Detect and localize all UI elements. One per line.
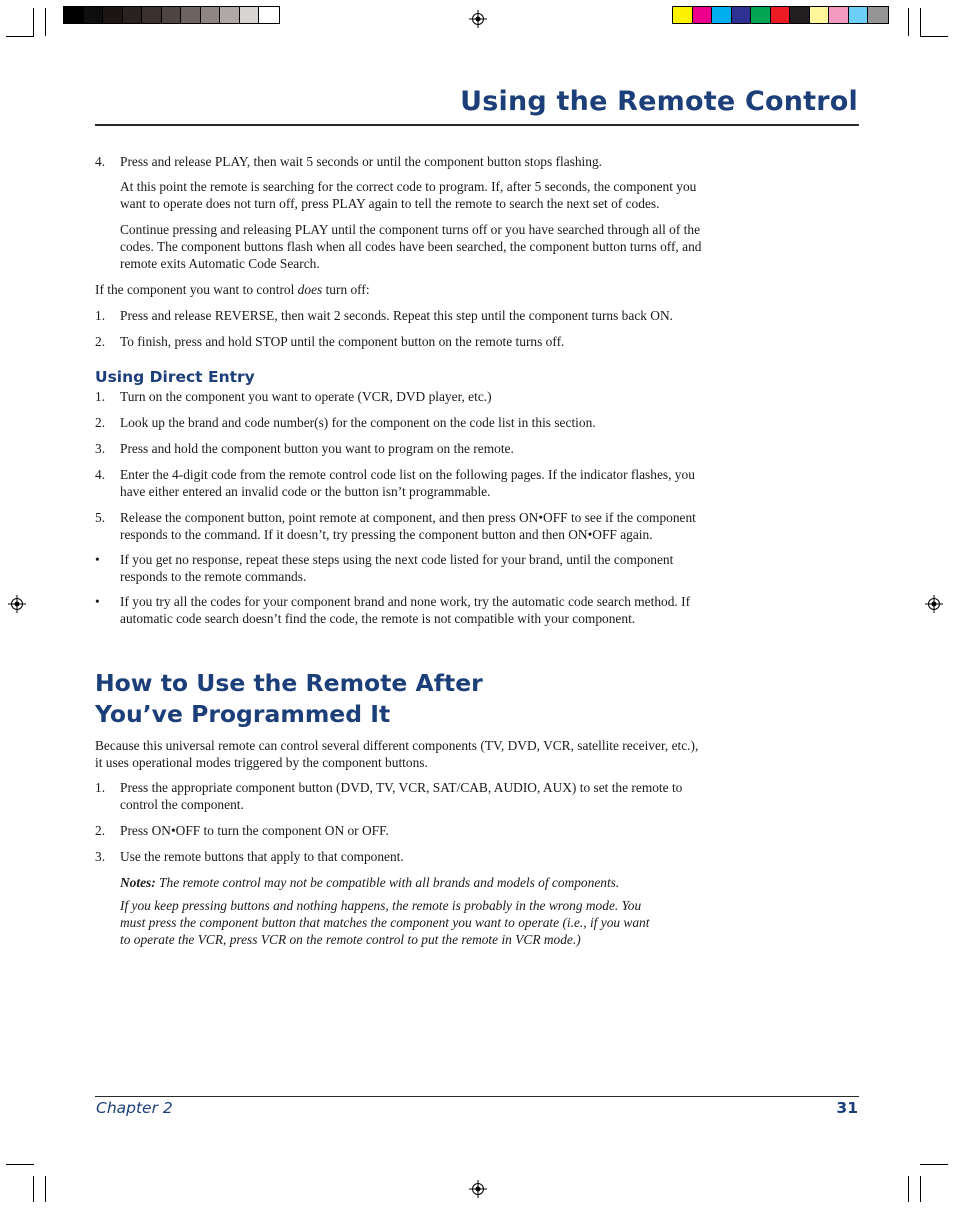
color-swatch (790, 7, 810, 23)
color-swatch (64, 7, 84, 23)
crop-mark (45, 1176, 46, 1202)
list-item: 5. Release the component button, point remote at component, and then press ON•OFF to see if the component responds to the command. If it doesn’t, try pressing the component button and then ON•OFF again. (95, 510, 696, 542)
list-number: 4. (95, 154, 106, 169)
color-swatch-bar (672, 6, 889, 24)
bullet-item: • If you try all the codes for your component brand and none work, try the automatic code search method. If automatic code search doesn’t find the code, the remote is not compatible with your component. (95, 594, 691, 626)
chapter-label: Chapter 2 (96, 1099, 173, 1117)
notes-label: Notes: (120, 875, 156, 890)
bullet-item: • If you get no response, repeat these steps using the next code listed for your brand, until the component responds to the remote commands. (95, 552, 674, 584)
condition-paragraph: If the component you want to control does turn off: (95, 282, 370, 297)
color-swatch (84, 7, 104, 23)
grayscale-swatch-bar (63, 6, 280, 24)
crop-mark (908, 8, 909, 36)
crop-mark (920, 1176, 921, 1202)
registration-mark-icon (8, 595, 26, 613)
color-swatch (162, 7, 182, 23)
crop-mark (6, 1164, 34, 1165)
paragraph: At this point the remote is searching for the correct code to program. If, after 5 seconds, the component you want to operate does not turn off, press PLAY again to tell the remote to search the next set of codes. (120, 179, 697, 211)
registration-mark-icon (469, 10, 487, 28)
list-item: 1. Press and release REVERSE, then wait 2 seconds. Repeat this step until the component turns back ON. (95, 308, 673, 323)
color-swatch (220, 7, 240, 23)
crop-mark (920, 36, 948, 37)
color-swatch (751, 7, 771, 23)
color-swatch (712, 7, 732, 23)
section-heading-after-programmed: How to Use the Remote After You’ve Programmed It (95, 669, 483, 728)
crop-mark (6, 36, 34, 37)
color-swatch (259, 7, 279, 23)
crop-mark (33, 8, 34, 36)
color-swatch (810, 7, 830, 23)
list-text: Press and release PLAY, then wait 5 seconds or until the component button stops flashing. (120, 154, 603, 169)
crop-mark (33, 1176, 34, 1202)
list-item: 2. Press ON•OFF to turn the component ON or OFF. (95, 823, 389, 838)
crop-mark (908, 1176, 909, 1202)
crop-mark (920, 8, 921, 36)
crop-mark (45, 8, 46, 36)
list-item: 2. Look up the brand and code number(s) for the component on the code list in this section. (95, 415, 596, 430)
color-swatch (181, 7, 201, 23)
page-number: 31 (836, 1099, 858, 1117)
color-swatch (103, 7, 123, 23)
color-swatch (868, 7, 888, 23)
note-paragraph: If you keep pressing buttons and nothing happens, the remote is probably in the wrong mode. You must press the component button that matches the component you want to operate (i.e., if you want to operate the VCR, press VCR on the remote control to put the remote in VCR mode.) (120, 898, 650, 947)
color-swatch (123, 7, 143, 23)
color-swatch (849, 7, 869, 23)
list-item: 4. Enter the 4-digit code from the remote control code list on the following pages. If the indicator flashes, you have either entered an invalid code or the button isn’t programmable. (95, 467, 695, 499)
color-swatch (829, 7, 849, 23)
color-swatch (771, 7, 791, 23)
registration-mark-icon (925, 595, 943, 613)
registration-mark-icon (469, 1180, 487, 1198)
paragraph: Because this universal remote can control several different components (TV, DVD, VCR, satellite receiver, etc.), it uses operational modes triggered by the component buttons. (95, 738, 699, 770)
color-swatch (693, 7, 713, 23)
note-paragraph: Notes: The remote control may not be compatible with all brands and models of components. (120, 875, 620, 890)
list-item: 3. Press and hold the component button you want to program on the remote. (95, 441, 514, 456)
header-rule (95, 124, 859, 126)
color-swatch (142, 7, 162, 23)
footer-rule (95, 1096, 859, 1097)
crop-mark (920, 1164, 948, 1165)
color-swatch (673, 7, 693, 23)
list-item: 3. Use the remote buttons that apply to that component. (95, 849, 404, 864)
list-item: 2. To finish, press and hold STOP until the component button on the remote turns off. (95, 334, 565, 349)
section-heading-direct-entry: Using Direct Entry (95, 368, 255, 386)
paragraph: Continue pressing and releasing PLAY until the component turns off or you have searched through all of the codes. The component buttons flash when all codes have been searched, the component button turns off, and remote exits Automatic Code Search. (120, 222, 702, 271)
list-item (95, 153, 705, 170)
color-swatch (732, 7, 752, 23)
color-swatch (240, 7, 260, 23)
page-content (95, 153, 705, 948)
list-item: 1. Press the appropriate component button (DVD, TV, VCR, SAT/CAB, AUDIO, AUX) to set the remote to control the component. (95, 780, 683, 812)
color-swatch (201, 7, 221, 23)
list-item: 1. Turn on the component you want to operate (VCR, DVD player, etc.) (95, 389, 492, 404)
page-title: Using the Remote Control (460, 86, 858, 117)
